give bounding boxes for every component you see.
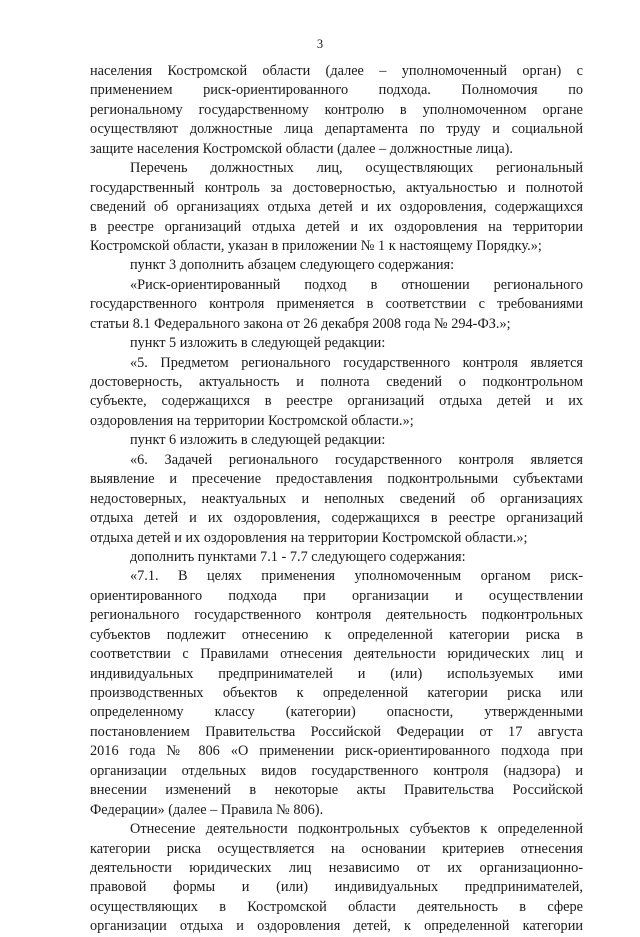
- text-line: регионального государственного контроля деятельность подконтрольных: [90, 607, 583, 624]
- text-line: Отнесение деятельности подконтрольных субъектов к определенной: [130, 821, 583, 838]
- text-line: организации отдыха и оздоровления детей, к определенной категории: [90, 918, 583, 935]
- text-line: выявление и пресечение предоставления подконтрольными субъектами: [90, 471, 583, 488]
- text-line: в реестре организаций отдыха детей и их оздоровления на территории: [90, 218, 583, 235]
- text-line: ориентированного подхода при организации и осуществлении: [90, 587, 583, 604]
- text-line: «5. Предметом регионального государственного контроля является: [130, 354, 583, 371]
- text-line: региональному государственному контролю в уполномоченном органе: [90, 101, 583, 118]
- text-line: статьи 8.1 Федерального закона от 26 декабря 2008 года № 294-ФЗ.»;: [90, 315, 511, 332]
- text-line: «6. Задачей регионального государственного контроля является: [130, 451, 583, 468]
- text-line: оздоровления на территории Костромской области.»;: [90, 412, 414, 429]
- text-line: «7.1. В целях применения уполномоченным органом риск-: [130, 568, 583, 585]
- text-line: соответствии с Правилами отнесения деятельности юридических лиц и: [90, 646, 583, 663]
- text-line: «Риск-ориентированный подход в отношении регионального: [130, 276, 583, 293]
- text-line: пункт 5 изложить в следующей редакции:: [130, 335, 386, 352]
- text-line: государственного контроля применяется в соответствии с требованиями: [90, 296, 583, 313]
- text-line: субъектов подлежит отнесению к определенной категории риска в: [90, 626, 583, 643]
- text-line: сведений об организациях отдыха детей и их оздоровления, содержащихся: [90, 199, 583, 216]
- text-line: применением риск-ориентированного подхода. Полномочия по: [90, 82, 583, 99]
- text-line: пункт 3 дополнить абзацем следующего содержания:: [130, 257, 455, 274]
- text-line: пункт 6 изложить в следующей редакции:: [130, 432, 386, 449]
- text-line: Перечень должностных лиц, осуществляющих региональный: [130, 160, 583, 177]
- text-line: защите населения Костромской области (далее – должностные лица).: [90, 140, 514, 157]
- text-line: населения Костромской области (далее – уполномоченный орган) с: [90, 63, 583, 79]
- text-line: производственных объектов к определенной категории риска или: [90, 685, 583, 701]
- text-line: правовой формы и (или) индивидуальных предпринимателей,: [90, 879, 583, 896]
- text-line: дополнить пунктами 7.1 - 7.7 следующего содержания:: [130, 548, 466, 565]
- text-line: Федерации» (далее – Правила № 806).: [90, 801, 324, 818]
- text-line: недостоверных, неактуальных и неполных сведений об организациях: [90, 490, 583, 507]
- text-line: внесении изменений в некоторые акты Правительства Российской: [90, 782, 583, 799]
- document-body: [90, 62, 583, 937]
- text-line: отдыха детей и их оздоровления на территории Костромской области.»;: [90, 529, 528, 546]
- text-line: достоверность, актуальность и полнота сведений о подконтрольном: [90, 374, 583, 390]
- text-line: определенному классу (категории) опасности, утвержденными: [90, 704, 583, 721]
- text-line: 2016 года № 806 «О применении риск-ориентированного подхода при: [90, 743, 583, 760]
- text-line: деятельности юридических лиц независимо от их организационно-: [90, 859, 583, 876]
- text-line: постановлением Правительства Российской Федерации от 17 августа: [90, 723, 583, 740]
- text-line: государственный контроль за достоверностью, актуальностью и полнотой: [90, 179, 583, 196]
- text-line: субъекте, содержащихся в реестре организаций отдыха детей и их: [90, 393, 583, 410]
- text-line: Костромской области, указан в приложении № 1 к настоящему Порядку.»;: [90, 237, 542, 254]
- text-line: осуществляющих в Костромской области деятельность в сфере: [90, 898, 583, 915]
- text-line: индивидуальных предпринимателей и (или) используемых ими: [90, 665, 583, 682]
- text-line: категории риска осуществляется на основании критериев отнесения: [90, 840, 583, 857]
- page-number: 3: [316, 37, 324, 51]
- text-line: организации отдельных видов государственного контроля (надзора) и: [90, 762, 583, 779]
- text-line: осуществляют должностные лица департамента по труду и социальной: [90, 121, 583, 138]
- text-line: отдыха детей и их оздоровления, содержащихся в реестре организаций: [90, 510, 583, 527]
